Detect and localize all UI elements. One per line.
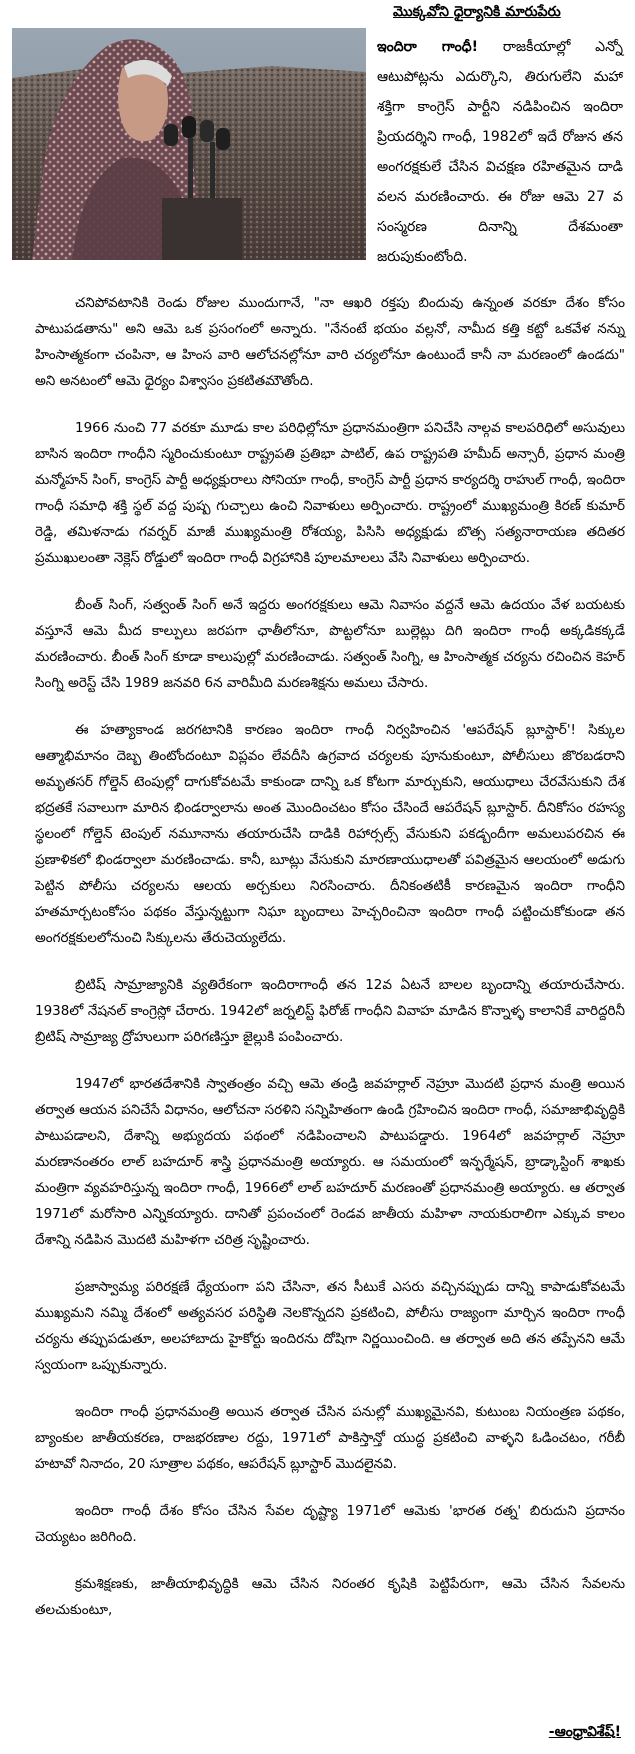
paragraph: చనిపోవటానికి రెండు రోజుల ముందుగానే, "నా ఆఖరి రక్తపు బిందువు ఉన్నంత వరకూ దేశం కోసం పాటుపడతాను" అని ఆమె ఒక ప్రసంగంలో అన్నారు. "నేనంటే భయం వల్లనో, నామీద కత్తి కట్టో ఒకవేళ నన్ను హింసాత్మకంగా చంపినా, ఆ హింస వారి ఆలోచనల్లోనూ వారి చర్యలోనూ ఉంటుందే కానీ నా మరణంలో ఉండదు" అని అనటంలో ఆమె ధైర్యం విశ్వాసం ప్రకటితమౌతోంది.: [35, 295, 625, 389]
paragraph: 1947లో భారతదేశానికి స్వాతంత్రం వచ్చి ఆమె తండ్రి జవహర్లాల్ నెహ్రూ మొదటి ప్రధాన మంత్రి అయిన తర్వాత ఆయన పనిచేసే విధానం, ఆలోచనా సరళిని సన్నిహితంగా ఉండి గ్రహించిన ఇందిరా గాంధీ, సమాజాభివృద్ధికి పాటుపడాలని, దేశాన్ని అభ్యుదయ పథంలో నడిపించాలని పాటుపడ్డారు. 1964లో జవహర్లాల్ నెహ్రూ మరణానంతరం లాల్ బహదూర్ శాస్త్రి ప్రధానమంత్రి అయ్యారు. ఆ సమయంలో ఇన్ఫర్మేషన్, బ్రాడ్కాస్టింగ్ శాఖకు మంత్రిగా వ్యవహరిస్తున్న ఇందిరా గాంధీ, 1966లో లాల్ బహదూర్ మరణంతో ప్రధానమంత్రి అయ్యారు. ఆ తర్వాత 1971లో మరోసారి ఎన్నికయ్యారు. దానితో ప్రపంచంలో రెండవ జాతీయ మహిళా నాయకురాలిగా ఎక్కువ కాలం దేశాన్ని నడిపిన మొదటి మహిళగా చరిత్ర సృష్టించారు.: [35, 1076, 625, 1248]
intro-highlight: ఇందిరా గాంధీ!: [377, 39, 479, 55]
paragraph: ప్రజాస్వామ్య పరిరక్షణే ధ్యేయంగా పని చేసినా, తన సీటుకే ఎసరు వచ్చినప్పుడు దాన్ని కాపాడుకోవటమే ముఖ్యమని నమ్మి దేశంలో అత్యవసర పరిస్థితి నెలకొన్నదని ప్రకటించి, పోలీసు రాజ్యంగా మార్చిన ఇందిరా గాంధీ చర్యను తప్పుపడుతూ, అలహాబాదు హైకోర్టు ఇందిరను దోషిగా నిర్ణయించింది. ఆ తర్వాత అది తన తప్పేనని ఆమే స్వయంగా ఒప్పుకున్నారు.: [35, 1279, 625, 1373]
paragraph: ఈ హత్యాకాండ జరగటానికి కారణం ఇందిరా గాంధీ నిర్వహించిన 'ఆపరేషన్ బ్లూస్టార్'! సిక్కుల ఆత్మాభిమానం దెబ్బ తింటోందంటూ విప్లవం లేవదీసి ఉగ్రవాద చర్యలకు పూనుకుంటూ, పోలీసులు జొరబడరాని అమృతసర్ గోల్డెన్ టెంపుల్లో దాగుకోవటమే కాకుండా దాన్ని ఒక కోటగా మార్చుకుని, ఆయుధాలు చేరవేసుకుని దేశ భద్రతకే సవాలుగా మారిన భిండర్వాలాను అంత మొందించటం కోసం చేసిందే ఆపరేషన్ బ్లూస్టార్. దీనికోసం రహస్య స్థలంలో గోల్డెన్ టెంపుల్ నమూనాను తయారుచేసి దాడికి రిహార్సల్స్ వేసుకుని పకడ్బందీగా అమలుపరచిన ఈ ప్రణాళికలో భిండర్వాలా మరణించాడు. కానీ, బూట్లు వేసుకుని మారణాయుధాలతో పవిత్రమైన ఆలయంలో అడుగు పెట్టిన పోలీసు చర్యలను ఆలయ అర్చకులు నిరసించారు. దీనికంతటికీ కారణమైన ఇందిరా గాంధీని హతమార్చటంకోసం పథకం వేస్తున్నట్టుగా నిఘా బృందాలు హెచ్చరించినా ఇందిరా గాంధీ పట్టించుకోకుండా తన అంగరక్షకులలోనుంచి సిక్కులను తేరుచెయ్యలేదు.: [35, 722, 625, 946]
paragraph: 1966 నుంచి 77 వరకూ మూడు కాల పరిధిల్లోనూ ప్రధానమంత్రిగా పనిచేసి నాల్గవ కాలపరిధిలో అసువులు బాసిన ఇందిరా గాంధీని స్మరించుకుంటూ రాష్ట్రపతి ప్రతిభా పాటిల్, ఉప రాష్ట్రపతి హమీద్ అన్సారీ, ప్రధాన మంత్రి మన్మోహన్ సింగ్, కాంగ్రెస్ పార్టీ అధ్యక్షురాలు సోనియా గాంధీ, కాంగ్రెస్ పార్టీ ప్రధాన కార్యదర్శి రాహుల్ గాంధీ, ఇందిరా గాంధీ సమాధి శక్తి స్థల్ వద్ద పుష్ప గుచ్చాలు ఉంచి నివాళులు అర్పించారు. రాష్ట్రంలో ముఖ్యమంత్రి కిరణ్ కుమార్ రెడ్డి, తమిళనాడు గవర్నర్ మాజీ ముఖ్యమంత్రి రోశయ్య, పిసిసి అధ్యక్షుడు బొత్స సత్యనారాయణ తదితర ప్రముఖులంతా నెక్లెస్ రోడ్డులో ఇందిరా గాంధీ విగ్రహానికి పూలమాలలు వేసి నివాళులు అర్పించారు.: [35, 420, 625, 566]
article-body: [35, 290, 625, 1644]
intro-paragraph: [377, 32, 623, 272]
intro-text: రాజకీయాల్లో ఎన్నో ఆటుపోట్లను ఎదుర్కొని, తిరుగులేని మహా శక్తిగా కాంగ్రెస్ పార్టీని నడిపించిన ఇందిరా ప్రియదర్శిని గాంధీ, 1982లో ఇదే రోజున తన అంగరక్షకులే చేసిన విచక్షణ రహితమైన దాడి వలన మరణించారు. ఈ రోజు ఆమె 27 వ సంస్మరణ దినాన్ని దేశమంతా జరుపుకుంటోంది.: [377, 39, 623, 265]
paragraph: ఇందిరా గాంధీ ప్రధానమంత్రి అయిన తర్వాత చేసిన పనుల్లో ముఖ్యమైనవి, కుటుంబ నియంత్రణ పథకం, బ్యాంకుల జాతీయకరణ, రాజభరణాల రద్దు, 1971లో పాకిస్తాన్తో యుద్ధ ప్రకటించి వాళ్ళని ఓడించటం, గరీబీ హటావో నినాదం, 20 సూత్రాల పథకం, ఆపరేషన్ బ్లూస్టార్ మొదలైనవి.: [35, 1404, 625, 1472]
article-signature: -ఆంధ్రావిశేష్!: [548, 1724, 621, 1740]
paragraph: ఇందిరా గాంధీ దేశం కోసం చేసిన సేవల దృష్ట్యా 1971లో ఆమెకు 'భారత రత్న' బిరుదుని ప్రదానం చెయ్యటం జరిగింది.: [35, 1503, 625, 1545]
article-headline: మొక్కవోని ధైర్యానికి మారుపేరు: [393, 4, 561, 20]
paragraph: క్రమశిక్షణకు, జాతీయాభివృద్ధికి ఆమె చేసిన నిరంతర కృషికి పెట్టిపేరుగా, ఆమె చేసిన సేవలను తలచుకుంటూ,: [35, 1576, 625, 1618]
indira-gandhi-photo: [12, 28, 366, 260]
paragraph: బీంత్ సింగ్, సత్వంత్ సింగ్ అనే ఇద్దరు అంగరక్షకులు ఆమె నివాసం వద్దనే ఆమె ఉదయం వేళ బయటకు వస్తూనే ఆమె మీద కాల్పులు జరపగా ఛాతీలోనూ, పొట్టలోనూ బుల్లెట్లు దిగి ఇందిరా గాంధీ అక్కడికక్కడే మరణించారు. బీంత్ సింగ్ కూడా కాలుపుల్లో మరణించాడు. సత్వంత్ సింగ్ని, ఆ హింసాత్మక చర్యను రచించిన కెహర్ సింగ్ని అరెస్ట్ చేసి 1989 జనవరి 6న వారిమీది మరణశిక్షను అమలు చేసారు.: [35, 597, 625, 691]
paragraph: బ్రిటిష్ సామ్రాజ్యానికి వ్యతిరేకంగా ఇందిరాగాంధీ తన 12వ ఏటనే బాలల బృందాన్ని తయారుచేసారు. 1938లో నేషనల్ కాంగ్రెస్లో చేరారు. 1942లో జర్నలిస్ట్ ఫిరోజ్ గాంధీని వివాహ మాడిన కొన్నాళ్ళ కాలానికే వారిద్దరినీ బ్రిటిష్ సామ్రాజ్య ద్రోహులుగా పరిగణిస్తూ జైల్లుకి పంపించారు.: [35, 977, 625, 1045]
